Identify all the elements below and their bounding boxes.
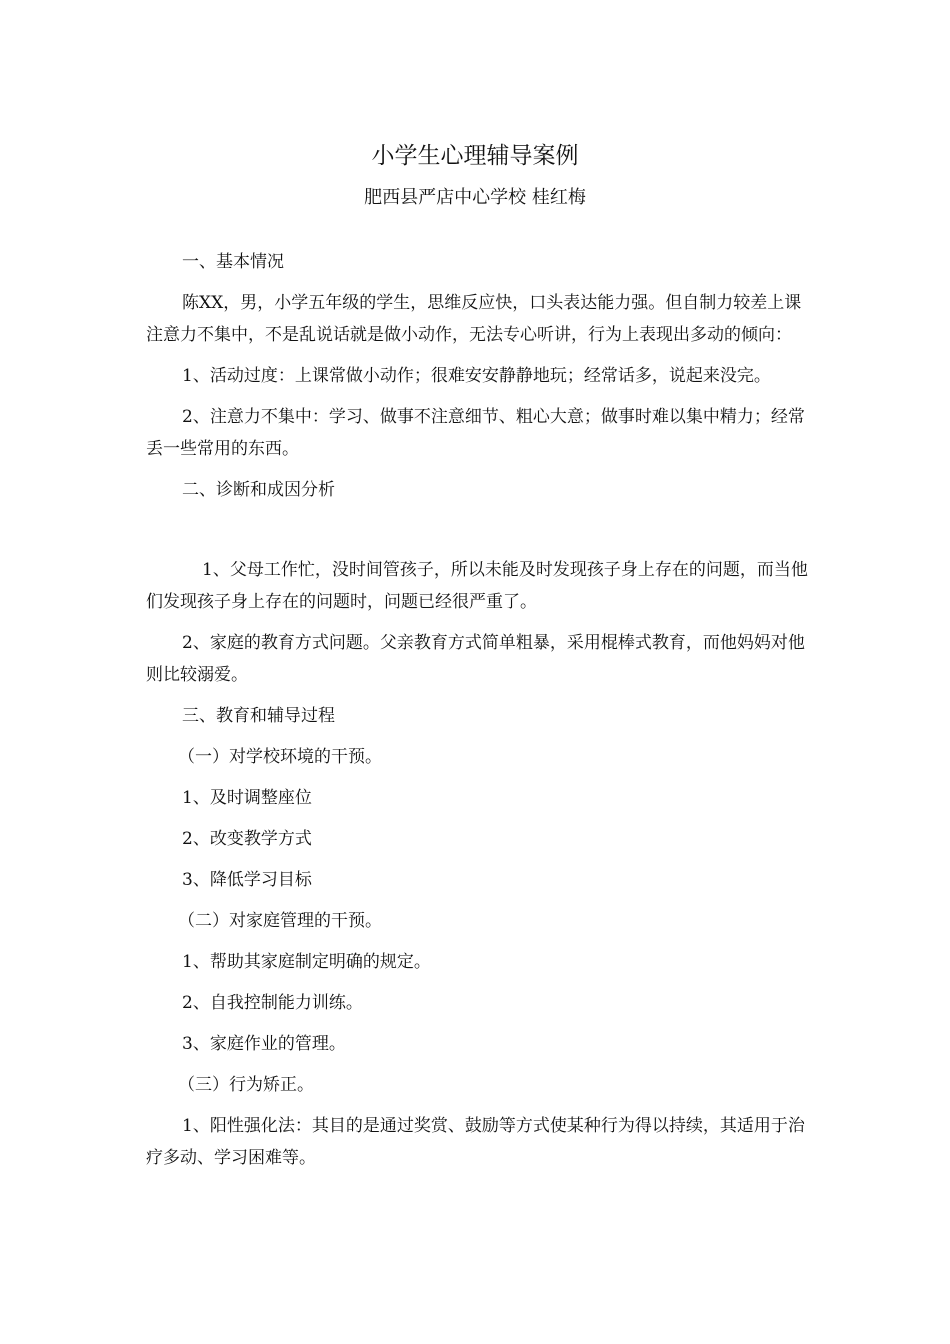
subheading-school: （一）对学校环境的干预。	[178, 747, 382, 767]
document-title: 小学生心理辅导案例	[371, 143, 579, 169]
list-item: 2、改变教学方式	[182, 829, 312, 849]
subheading-behavior: （三）行为矫正。	[178, 1075, 314, 1095]
document-author: 肥西县严店中心学校 桂红梅	[364, 187, 586, 208]
list-item: 3、降低学习目标	[182, 870, 312, 890]
section-heading-basic-info: 一、基本情况	[182, 252, 284, 272]
subheading-family: （二）对家庭管理的干预。	[178, 911, 382, 931]
paragraph-positive-reinforcement: 1、阳性强化法：其目的是通过奖赏、鼓励等方式使某种行为得以持续，其适用于治疗多动、学习困难等。	[146, 1116, 805, 1168]
paragraph-cause-parents: 1、父母工作忙，没时间管孩子，所以未能及时发现孩子身上存在的问题，而当他们发现孩子身上存在的问题时，问题已经很严重了。	[146, 560, 808, 612]
blank-line	[146, 515, 810, 554]
section-heading-process: 三、教育和辅导过程	[182, 706, 335, 726]
paragraph-basic-info: 陈XX，男，小学五年级的学生，思维反应快，口头表达能力强。但自制力较差上课注意力不集中，不是乱说话就是做小动作，无法专心听讲，行为上表现出多动的倾向：	[146, 293, 802, 345]
list-item: 1、及时调整座位	[182, 788, 312, 808]
paragraph-hyperactivity: 1、活动过度：上课常做小动作；很难安安静静地玩；经常话多，说起来没完。	[182, 366, 771, 386]
document-body	[146, 246, 810, 1183]
list-item: 3、家庭作业的管理。	[182, 1034, 346, 1054]
section-heading-diagnosis: 二、诊断和成因分析	[182, 480, 335, 500]
list-item: 2、自我控制能力训练。	[182, 993, 363, 1013]
list-item: 1、帮助其家庭制定明确的规定。	[182, 952, 431, 972]
paragraph-cause-education: 2、家庭的教育方式问题。父亲教育方式简单粗暴，采用棍棒式教育，而他妈妈对他则比较溺爱。	[146, 633, 805, 685]
paragraph-inattention: 2、注意力不集中：学习、做事不注意细节、粗心大意；做事时难以集中精力；经常丢一些常用的东西。	[146, 407, 805, 459]
